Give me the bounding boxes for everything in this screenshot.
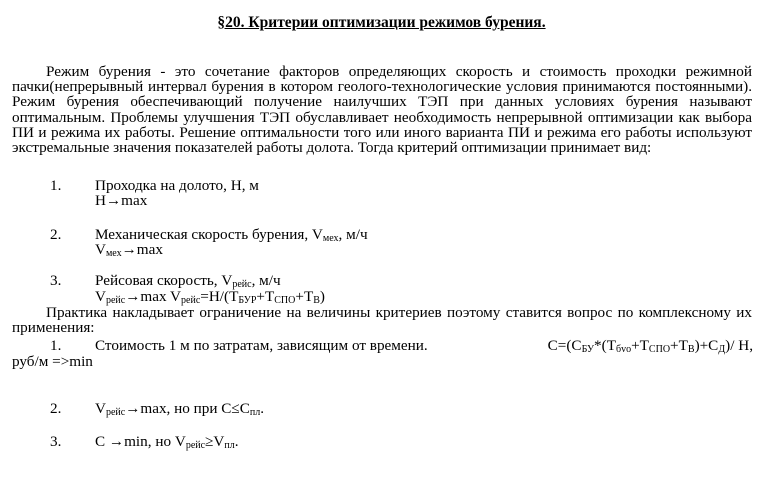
criterion-name: Рейсовая скорость, $V_{рейс}$, м/ч — [95, 272, 281, 290]
cost-unit-line: руб/м =>min — [12, 353, 93, 370]
practice-paragraph: Практика накладывает ограничение на величины критериев поэтому ставится вопрос по комплексному их применения: — [12, 304, 752, 337]
criterion-number: 3. — [50, 272, 62, 289]
criterion-name: Проходка на долото, Н, м — [95, 177, 259, 194]
criterion-number: 2. — [50, 226, 62, 243]
constraint-text: $V_{рейс}\to\max$, но при $С\le С_{пл}$. — [95, 400, 265, 418]
criterion-formula: $V_{рейс}\to\max$ $V_{рейс}=Н/(Т_{БУР}+Т_{СПО}+Т_В)$ — [95, 288, 325, 306]
criterion-formula: Н→max — [95, 192, 148, 209]
cost-item-text — [95, 338, 753, 354]
intro-paragraph: Режим бурения - это сочетание факторов определяющих скорость и стоимость проходки режимной пачки(непрерывный интервал бурения в котором геолого-технологические условия принимаются постоянными). Режим бурения обеспечивающий получение наилучших ТЭП при данных условиях бурения называют оптимальным. Проблемы улучшения ТЭП обуславливает необходимость непрерывной оптимизации как выбора ПИ и режима их работы. Решение оптимальности того или иного варианта ПИ и режима его работы используют экстремальные значения показателей работы долота. Тогда критерий оптимизации принимает вид: — [12, 63, 752, 157]
constraint-text: С →min, но $V_{рейс}\ge V_{пл}$. — [95, 433, 239, 451]
criterion-formula: $V_{мех}\to\max$ — [95, 241, 163, 259]
criterion-number: 1. — [50, 177, 62, 194]
section-title: §20. Критерии оптимизации режимов бурения. — [217, 14, 546, 31]
item-number: 1. — [50, 337, 62, 354]
item-number: 3. — [50, 433, 62, 450]
cost-formula: $С=(С_{БУ}*(Т_{бvо}+Т_{СПО}+Т_В)+С_Д)/$ Н, — [547, 337, 753, 355]
cost-description: Стоимость 1 м по затратам, зависящим от времени. — [95, 337, 428, 354]
criterion-name: Механическая скорость бурения, $V_{мех}$, м/ч — [95, 226, 368, 244]
item-number: 2. — [50, 400, 62, 417]
